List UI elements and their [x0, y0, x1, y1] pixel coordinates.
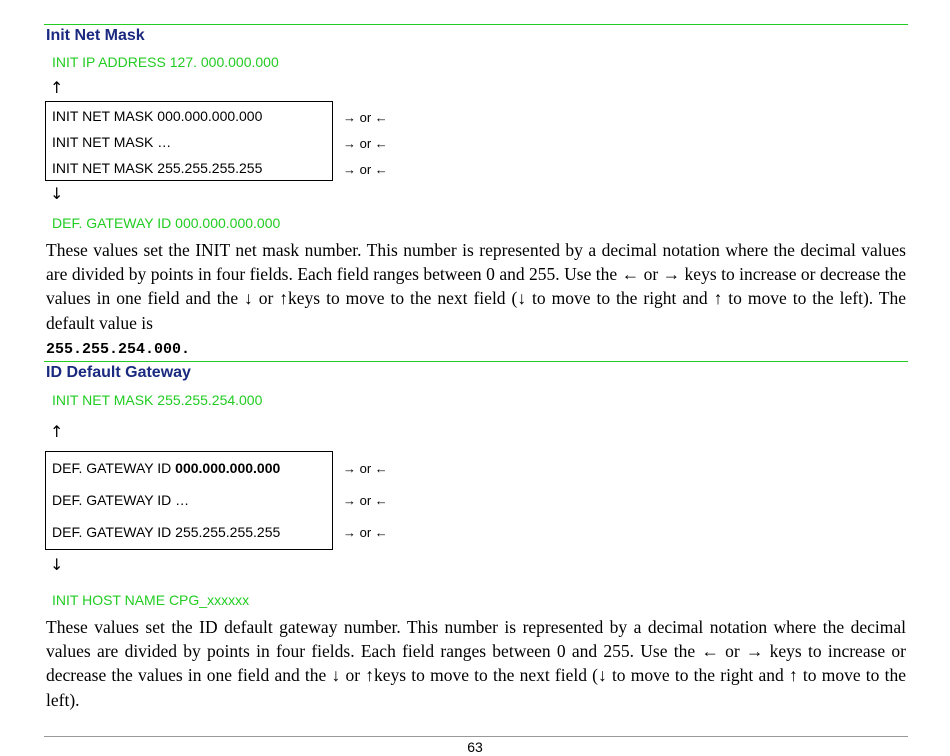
previous-menu-item: INIT NET MASK 255.255.254.000 [52, 392, 263, 408]
section-divider-top [44, 24, 908, 25]
gateway-option-max: DEF. GATEWAY ID 255.255.255.255 [52, 524, 281, 540]
gateway-option-range: DEF. GATEWAY ID … [52, 492, 190, 508]
gateway-description: These values set the ID default gateway number. This number is represented by a decimal notation where the decimal values are divided by points in four fields. Each field ranges between 0 and 255. Use the ← or → keys to increase or decrease the values in one field and the ↓ or ↑keys to move to the next field (↓ to move to the right and ↑ to move to the left). [46, 617, 906, 710]
net-mask-option-min: INIT NET MASK 000.000.000.000 [52, 108, 263, 124]
section-title-id-default-gateway: ID Default Gateway [46, 364, 191, 381]
gateway-option-prefix: DEF. GATEWAY ID [52, 460, 176, 476]
key-hint: → or ← [343, 136, 388, 151]
description-text: These values set the INIT net mask number. This number is represented by a decimal notation where the decimal values are divided by points in four fields. Each field ranges between 0 and 255. Use the ← or → keys to increase or decrease the values in one field and the ↓ or ↑keys to move to the next field (↓ to move to the right and ↑ to move to the left). The default value is [46, 240, 906, 333]
next-menu-item: INIT HOST NAME CPG_xxxxxx [52, 592, 250, 608]
up-arrow-icon: ↑ [50, 78, 64, 97]
default-value: 255.255.254.000. [46, 340, 191, 358]
section-title-init-net-mask: Init Net Mask [46, 27, 145, 44]
key-hint: → or ← [343, 493, 388, 508]
next-menu-item: DEF. GATEWAY ID 000.000.000.000 [52, 215, 281, 231]
down-arrow-icon: ↓ [50, 184, 64, 203]
up-arrow-icon: ↑ [50, 422, 64, 441]
gateway-option-min [52, 460, 280, 476]
net-mask-option-range: INIT NET MASK … [52, 134, 172, 150]
gateway-option-value: 000.000.000.000 [175, 460, 281, 476]
section-divider [44, 361, 908, 362]
key-hint: → or ← [343, 525, 388, 540]
down-arrow-icon: ↓ [50, 555, 64, 574]
gateway-options-box [45, 451, 333, 550]
page-number: 63 [467, 739, 483, 755]
net-mask-options-box [45, 101, 333, 181]
key-hint: → or ← [343, 110, 388, 125]
key-hint: → or ← [343, 461, 388, 476]
net-mask-description [46, 238, 906, 362]
previous-menu-item: INIT IP ADDRESS 127. 000.000.000 [52, 54, 279, 70]
net-mask-option-max: INIT NET MASK 255.255.255.255 [52, 160, 263, 176]
footer-divider [44, 736, 908, 737]
key-hint: → or ← [343, 162, 388, 177]
